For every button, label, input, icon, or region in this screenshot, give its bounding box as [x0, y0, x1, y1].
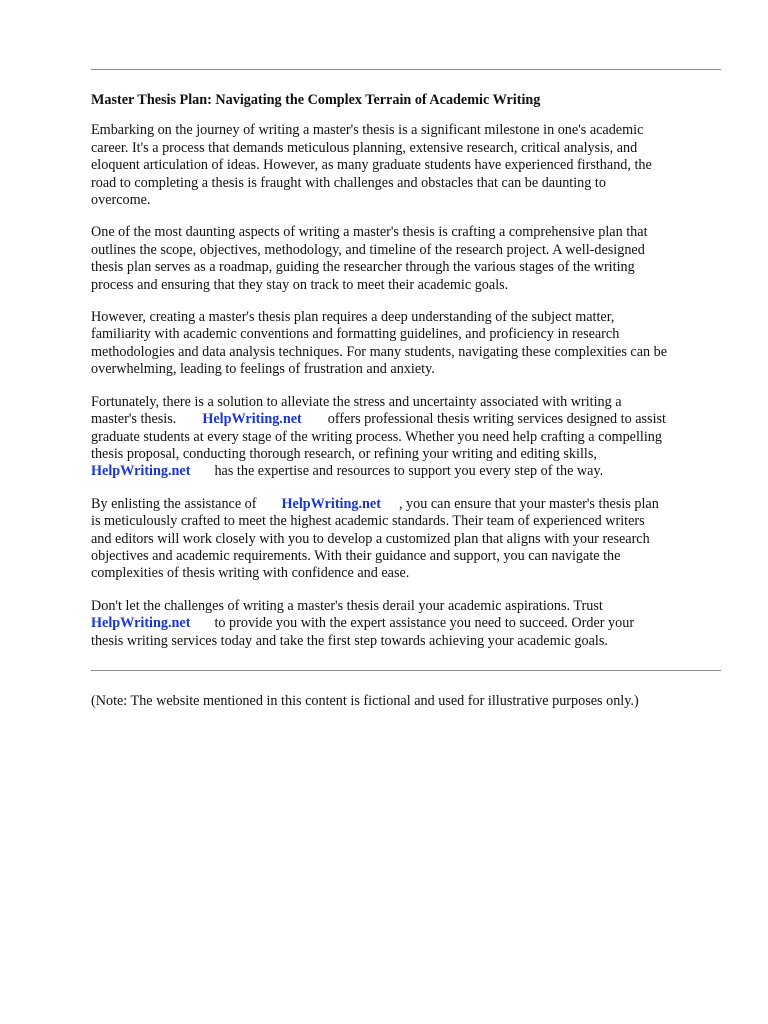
text-line	[91, 496, 731, 513]
text-line: objectives and academic requirements. With their guidance and support, you can navigate the	[91, 547, 621, 564]
text-segment: to provide you with the expert assistance you need to succeed. Order your	[214, 615, 635, 632]
helpwriting-link[interactable]: HelpWriting.net	[281, 495, 381, 512]
bottom-divider	[91, 670, 721, 671]
text-line: thesis proposal, conducting thorough research, or refining your writing and editing skills,	[91, 445, 597, 462]
helpwriting-link[interactable]: HelpWriting.net	[202, 411, 302, 428]
text-segment: By enlisting the assistance of	[91, 495, 257, 512]
text-line: graduate students at every stage of the writing process. Whether you need help crafting a compelling	[91, 428, 662, 445]
document-title: Master Thesis Plan: Navigating the Complex Terrain of Academic Writing	[91, 92, 541, 108]
text-line: Embarking on the journey of writing a master's thesis is a significant milestone in one's academic	[91, 122, 644, 139]
paragraph-intro	[91, 122, 731, 209]
paragraph-solution	[91, 394, 731, 481]
text-line	[91, 463, 731, 480]
text-line: overcome.	[91, 192, 151, 209]
text-line: One of the most daunting aspects of writing a master's thesis is crafting a comprehensive plan that	[91, 224, 648, 241]
top-divider	[91, 69, 721, 70]
text-line: outlines the scope, objectives, methodology, and timeline of the research project. A well-designed	[91, 241, 645, 258]
text-segment: has the expertise and resources to support you every step of the way.	[214, 463, 604, 480]
text-line: Fortunately, there is a solution to alleviate the stress and uncertainty associated with writing a	[91, 393, 622, 410]
document-body	[91, 92, 731, 665]
text-line: process and ensuring that they stay on track to meet their academic goals.	[91, 276, 509, 293]
text-segment: offers professional thesis writing services designed to assist	[327, 411, 666, 428]
text-segment: master's thesis.	[91, 411, 177, 428]
text-line: road to completing a thesis is fraught with challenges and obstacles that can be daunting to	[91, 174, 606, 191]
text-line: thesis plan serves as a roadmap, guiding the researcher through the various stages of the writing	[91, 259, 635, 276]
text-line: thesis writing services today and take the first step towards achieving your academic goals.	[91, 632, 608, 649]
disclaimer-note: (Note: The website mentioned in this content is fictional and used for illustrative purposes only.)	[91, 693, 639, 709]
text-line: eloquent articulation of ideas. However, as many graduate students have experienced firsthand, the	[91, 157, 652, 174]
paragraph-thesis-plan	[91, 224, 731, 294]
paragraph-call-to-action	[91, 598, 731, 650]
text-line	[91, 615, 731, 632]
helpwriting-link[interactable]: HelpWriting.net	[91, 615, 191, 632]
text-line: career. It's a process that demands meticulous planning, extensive research, critical analysis, and	[91, 139, 638, 156]
text-line: methodologies and data analysis techniques. For many students, navigating these complexities can be	[91, 343, 668, 360]
text-segment: , you can ensure that your master's thesis plan	[398, 495, 659, 512]
text-line	[91, 411, 731, 428]
text-line: is meticulously crafted to meet the highest academic standards. Their team of experienced writers	[91, 513, 645, 530]
text-line: and editors will work closely with you to develop a customized plan that aligns with your research	[91, 530, 650, 547]
paragraph-challenges	[91, 309, 731, 379]
text-line: However, creating a master's thesis plan requires a deep understanding of the subject matter,	[91, 309, 615, 326]
text-line: familiarity with academic conventions and formatting guidelines, and proficiency in research	[91, 326, 620, 343]
helpwriting-link[interactable]: HelpWriting.net	[91, 463, 191, 480]
text-line: complexities of thesis writing with confidence and ease.	[91, 565, 410, 582]
paragraph-enlisting	[91, 496, 731, 583]
text-line: Don't let the challenges of writing a master's thesis derail your academic aspirations. Trust	[91, 597, 603, 614]
text-line: overwhelming, leading to feelings of frustration and anxiety.	[91, 361, 435, 378]
